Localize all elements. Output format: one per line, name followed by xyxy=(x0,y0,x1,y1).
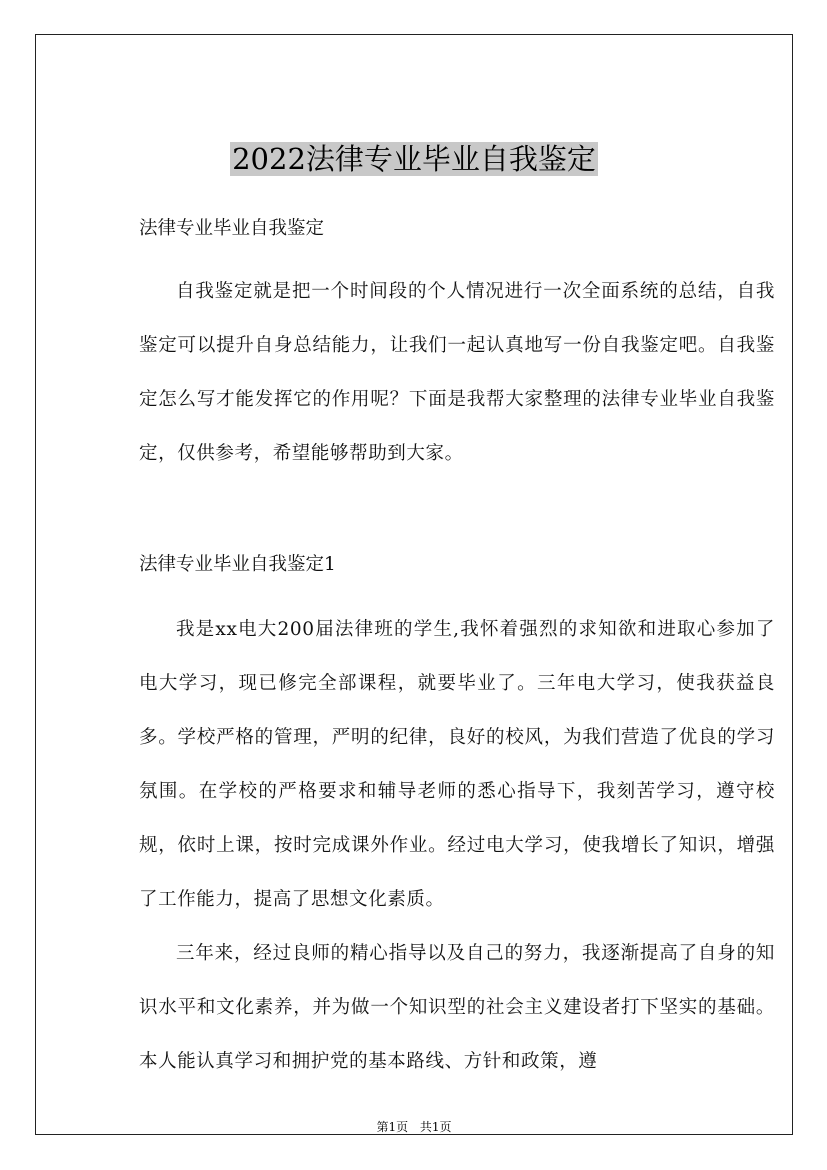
document-body xyxy=(139,211,775,1089)
document-page xyxy=(35,34,793,1135)
page-total: 共1页 xyxy=(419,1120,452,1134)
document-subtitle: 法律专业毕业自我鉴定 xyxy=(139,218,325,239)
document-title-text: 2022法律专业毕业自我鉴定 xyxy=(232,142,596,176)
intro-paragraph: 自我鉴定就是把一个时间段的个人情况进行一次全面系统的总结，自我鉴定可以提升自身总结能力，让我们一起认真地写一份自我鉴定吧。自我鉴定怎么写才能发挥它的作用呢？下面是我帮大家整理的法律专业毕业自我鉴定，仅供参考，希望能够帮助到大家。 xyxy=(139,281,775,464)
page-number: 第1页 xyxy=(376,1120,409,1134)
section-1-paragraph-1: 我是xx电大200届法律班的学生,我怀着强烈的求知欲和进取心参加了电大学习，现已修完全部课程，就要毕业了。三年电大学习，使我获益良多。学校严格的管理，严明的纪律，良好的校风，为我们营造了优良的学习氛围。在学校的严格要求和辅导老师的悉心指导下，我刻苦学习，遵守校规，依时上课，按时完成课外作业。经过电大学习，使我增长了知识，增强了工作能力，提高了思想文化素质。 xyxy=(139,619,775,910)
document-title xyxy=(36,139,792,179)
page-footer xyxy=(36,1118,792,1135)
section-1-paragraph-2: 三年来，经过良师的精心指导以及自己的努力，我逐渐提高了自身的知识水平和文化素养，并为做一个知识型的社会主义建设者打下坚实的基础。本人能认真学习和拥护党的基本路线、方针和政策，遵 xyxy=(139,943,775,1072)
section-1-heading: 法律专业毕业自我鉴定1 xyxy=(139,554,336,575)
